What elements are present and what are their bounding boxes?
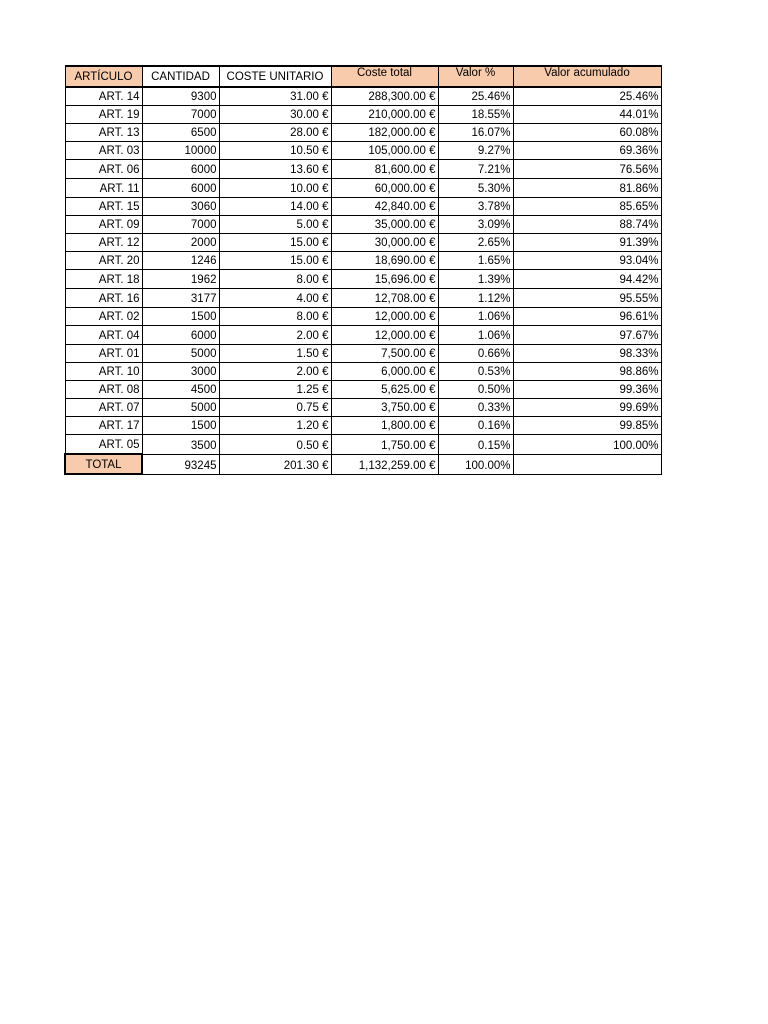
cantidad-cell[interactable]: 5000 xyxy=(142,399,219,417)
cantidad-cell[interactable]: 5000 xyxy=(142,345,219,363)
valor-acumulado-cell[interactable]: 91.39% xyxy=(513,234,661,252)
coste-total-cell[interactable]: 42,840.00 € xyxy=(331,198,438,216)
coste-unitario-cell[interactable]: 5.00 € xyxy=(219,216,331,234)
valor-acumulado-cell[interactable]: 100.00% xyxy=(513,435,661,455)
coste-total-cell[interactable]: 5,625.00 € xyxy=(331,381,438,399)
coste-total-cell[interactable]: 12,000.00 € xyxy=(331,326,438,345)
coste-total-cell[interactable]: 15,696.00 € xyxy=(331,270,438,289)
abc-analysis-table xyxy=(64,65,662,475)
cantidad-cell[interactable]: 3500 xyxy=(142,435,219,455)
coste-total-cell[interactable]: 12,708.00 € xyxy=(331,289,438,308)
articulo-cell[interactable]: ART. 09 xyxy=(65,216,142,234)
table-row xyxy=(65,308,661,326)
table-row xyxy=(65,289,661,308)
valor-pct-cell[interactable]: 25.46% xyxy=(438,87,513,106)
valor-pct-cell[interactable]: 9.27% xyxy=(438,142,513,160)
table-row xyxy=(65,160,661,179)
valor-pct-cell[interactable]: 0.53% xyxy=(438,363,513,381)
valor-acumulado-cell[interactable]: 99.85% xyxy=(513,417,661,435)
cantidad-cell[interactable]: 7000 xyxy=(142,216,219,234)
coste-unitario-cell[interactable]: 13.60 € xyxy=(219,160,331,179)
valor-pct-cell[interactable]: 0.33% xyxy=(438,399,513,417)
total-value-pct-cell[interactable]: 100.00% xyxy=(438,454,513,474)
total-cost-cell[interactable]: 1,132,259.00 € xyxy=(331,454,438,474)
coste-total-cell[interactable]: 60,000.00 € xyxy=(331,179,438,198)
articulo-cell[interactable]: ART. 05 xyxy=(65,435,142,455)
valor-pct-cell[interactable]: 16.07% xyxy=(438,124,513,142)
articulo-cell[interactable]: ART. 03 xyxy=(65,142,142,160)
total-row xyxy=(65,454,661,474)
coste-unitario-cell[interactable]: 10.50 € xyxy=(219,142,331,160)
total-cumulative-cell[interactable] xyxy=(513,454,661,474)
articulo-cell[interactable]: ART. 01 xyxy=(65,345,142,363)
header-articulo[interactable]: ARTÍCULO xyxy=(65,66,142,87)
coste-total-cell[interactable]: 81,600.00 € xyxy=(331,160,438,179)
table-row xyxy=(65,142,661,160)
articulo-cell[interactable]: ART. 17 xyxy=(65,417,142,435)
articulo-cell[interactable]: ART. 04 xyxy=(65,326,142,345)
cantidad-cell[interactable]: 1500 xyxy=(142,308,219,326)
articulo-cell[interactable]: ART. 14 xyxy=(65,87,142,106)
coste-total-cell[interactable]: 1,800.00 € xyxy=(331,417,438,435)
table-row xyxy=(65,106,661,124)
articulo-cell[interactable]: ART. 06 xyxy=(65,160,142,179)
valor-pct-cell[interactable]: 1.06% xyxy=(438,326,513,345)
coste-unitario-cell[interactable]: 28.00 € xyxy=(219,124,331,142)
total-quantity-cell[interactable]: 93245 xyxy=(142,454,219,474)
table-row xyxy=(65,87,661,106)
valor-acumulado-cell[interactable]: 25.46% xyxy=(513,87,661,106)
articulo-cell[interactable]: ART. 18 xyxy=(65,270,142,289)
valor-pct-cell[interactable]: 7.21% xyxy=(438,160,513,179)
coste-total-cell[interactable]: 18,690.00 € xyxy=(331,252,438,270)
coste-total-cell[interactable]: 35,000.00 € xyxy=(331,216,438,234)
valor-acumulado-cell[interactable]: 76.56% xyxy=(513,160,661,179)
articulo-cell[interactable]: ART. 12 xyxy=(65,234,142,252)
table-row xyxy=(65,326,661,345)
valor-pct-cell[interactable]: 1.12% xyxy=(438,289,513,308)
coste-total-cell[interactable]: 3,750.00 € xyxy=(331,399,438,417)
coste-unitario-cell[interactable]: 1.20 € xyxy=(219,417,331,435)
cantidad-cell[interactable]: 1246 xyxy=(142,252,219,270)
valor-pct-cell[interactable]: 3.78% xyxy=(438,198,513,216)
coste-unitario-cell[interactable]: 1.25 € xyxy=(219,381,331,399)
valor-acumulado-cell[interactable]: 95.55% xyxy=(513,289,661,308)
valor-acumulado-cell[interactable]: 97.67% xyxy=(513,326,661,345)
valor-pct-cell[interactable]: 0.15% xyxy=(438,435,513,455)
valor-acumulado-cell[interactable]: 94.42% xyxy=(513,270,661,289)
header-valor-acumulado[interactable]: Valor acumulado xyxy=(513,66,661,87)
cantidad-cell[interactable]: 6500 xyxy=(142,124,219,142)
articulo-cell[interactable]: ART. 11 xyxy=(65,179,142,198)
articulo-cell[interactable]: ART. 08 xyxy=(65,381,142,399)
coste-total-cell[interactable]: 288,300.00 € xyxy=(331,87,438,106)
table-row xyxy=(65,234,661,252)
cantidad-cell[interactable]: 3060 xyxy=(142,198,219,216)
table-body xyxy=(65,87,661,454)
valor-pct-cell[interactable]: 18.55% xyxy=(438,106,513,124)
coste-unitario-cell[interactable]: 2.00 € xyxy=(219,326,331,345)
cantidad-cell[interactable]: 3000 xyxy=(142,363,219,381)
coste-total-cell[interactable]: 7,500.00 € xyxy=(331,345,438,363)
valor-pct-cell[interactable]: 0.66% xyxy=(438,345,513,363)
articulo-cell[interactable]: ART. 19 xyxy=(65,106,142,124)
valor-pct-cell[interactable]: 3.09% xyxy=(438,216,513,234)
table-row xyxy=(65,363,661,381)
valor-pct-cell[interactable]: 0.16% xyxy=(438,417,513,435)
coste-unitario-cell[interactable]: 1.50 € xyxy=(219,345,331,363)
header-cantidad[interactable]: CANTIDAD xyxy=(142,66,219,87)
cantidad-cell[interactable]: 6000 xyxy=(142,160,219,179)
valor-acumulado-cell[interactable]: 99.36% xyxy=(513,381,661,399)
valor-acumulado-cell[interactable]: 98.86% xyxy=(513,363,661,381)
table-row xyxy=(65,270,661,289)
table-row xyxy=(65,345,661,363)
header-coste-total[interactable]: Coste total xyxy=(331,66,438,87)
coste-unitario-cell[interactable]: 15.00 € xyxy=(219,234,331,252)
table-row xyxy=(65,381,661,399)
coste-unitario-cell[interactable]: 31.00 € xyxy=(219,87,331,106)
valor-acumulado-cell[interactable]: 93.04% xyxy=(513,252,661,270)
header-coste-unitario[interactable]: COSTE UNITARIO xyxy=(219,66,331,87)
coste-total-cell[interactable]: 6,000.00 € xyxy=(331,363,438,381)
header-valor-pct[interactable]: Valor % xyxy=(438,66,513,87)
cantidad-cell[interactable]: 6000 xyxy=(142,179,219,198)
valor-pct-cell[interactable]: 1.39% xyxy=(438,270,513,289)
articulo-cell[interactable]: ART. 16 xyxy=(65,289,142,308)
cantidad-cell[interactable]: 2000 xyxy=(142,234,219,252)
cantidad-cell[interactable]: 4500 xyxy=(142,381,219,399)
coste-unitario-cell[interactable]: 10.00 € xyxy=(219,179,331,198)
table-row xyxy=(65,417,661,435)
coste-unitario-cell[interactable]: 2.00 € xyxy=(219,363,331,381)
valor-acumulado-cell[interactable]: 99.69% xyxy=(513,399,661,417)
coste-unitario-cell[interactable]: 4.00 € xyxy=(219,289,331,308)
cantidad-cell[interactable]: 10000 xyxy=(142,142,219,160)
valor-pct-cell[interactable]: 1.65% xyxy=(438,252,513,270)
valor-pct-cell[interactable]: 1.06% xyxy=(438,308,513,326)
cantidad-cell[interactable]: 1500 xyxy=(142,417,219,435)
valor-acumulado-cell[interactable]: 60.08% xyxy=(513,124,661,142)
coste-total-cell[interactable]: 1,750.00 € xyxy=(331,435,438,455)
cantidad-cell[interactable]: 6000 xyxy=(142,326,219,345)
articulo-cell[interactable]: ART. 20 xyxy=(65,252,142,270)
coste-unitario-cell[interactable]: 8.00 € xyxy=(219,270,331,289)
coste-unitario-cell[interactable]: 14.00 € xyxy=(219,198,331,216)
valor-acumulado-cell[interactable]: 96.61% xyxy=(513,308,661,326)
cantidad-cell[interactable]: 3177 xyxy=(142,289,219,308)
coste-total-cell[interactable]: 105,000.00 € xyxy=(331,142,438,160)
valor-pct-cell[interactable]: 2.65% xyxy=(438,234,513,252)
valor-acumulado-cell[interactable]: 81.86% xyxy=(513,179,661,198)
coste-unitario-cell[interactable]: 0.50 € xyxy=(219,435,331,455)
spreadsheet xyxy=(64,65,662,475)
cantidad-cell[interactable]: 7000 xyxy=(142,106,219,124)
table-row xyxy=(65,179,661,198)
valor-acumulado-cell[interactable]: 85.65% xyxy=(513,198,661,216)
coste-unitario-cell[interactable]: 15.00 € xyxy=(219,252,331,270)
coste-total-cell[interactable]: 210,000.00 € xyxy=(331,106,438,124)
table-row xyxy=(65,124,661,142)
coste-total-cell[interactable]: 30,000.00 € xyxy=(331,234,438,252)
total-label-cell[interactable]: TOTAL xyxy=(65,454,142,474)
valor-acumulado-cell[interactable]: 98.33% xyxy=(513,345,661,363)
articulo-cell[interactable]: ART. 13 xyxy=(65,124,142,142)
cantidad-cell[interactable]: 1962 xyxy=(142,270,219,289)
coste-unitario-cell[interactable]: 8.00 € xyxy=(219,308,331,326)
table-row xyxy=(65,435,661,455)
coste-unitario-cell[interactable]: 30.00 € xyxy=(219,106,331,124)
cantidad-cell[interactable]: 9300 xyxy=(142,87,219,106)
coste-total-cell[interactable]: 182,000.00 € xyxy=(331,124,438,142)
articulo-cell[interactable]: ART. 10 xyxy=(65,363,142,381)
valor-pct-cell[interactable]: 0.50% xyxy=(438,381,513,399)
table-row xyxy=(65,252,661,270)
articulo-cell[interactable]: ART. 07 xyxy=(65,399,142,417)
articulo-cell[interactable]: ART. 02 xyxy=(65,308,142,326)
coste-unitario-cell[interactable]: 0.75 € xyxy=(219,399,331,417)
valor-acumulado-cell[interactable]: 44.01% xyxy=(513,106,661,124)
valor-acumulado-cell[interactable]: 88.74% xyxy=(513,216,661,234)
table-row xyxy=(65,216,661,234)
coste-total-cell[interactable]: 12,000.00 € xyxy=(331,308,438,326)
valor-acumulado-cell[interactable]: 69.36% xyxy=(513,142,661,160)
total-unit-cost-cell[interactable]: 201.30 € xyxy=(219,454,331,474)
header-row xyxy=(65,66,661,87)
table-row xyxy=(65,198,661,216)
valor-pct-cell[interactable]: 5.30% xyxy=(438,179,513,198)
articulo-cell[interactable]: ART. 15 xyxy=(65,198,142,216)
table-row xyxy=(65,399,661,417)
